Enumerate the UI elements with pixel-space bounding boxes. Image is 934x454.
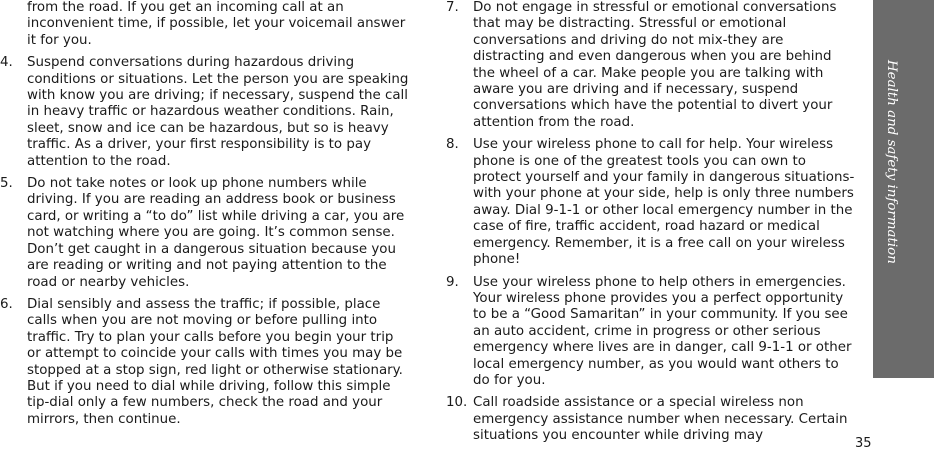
list-item-5	[0, 176, 410, 291]
list-item-10	[446, 395, 856, 444]
list-text: Dial sensibly and assess the traffic; if possible, place calls when you are not moving or before pulling into traffic. Try to plan your calls before you begin your trip or attempt to coincide your calls with times you may be stopped at a stop sign, red light or otherwise stationary. But if you need to dial while driving, follow this simple tip-dial only a few numbers, check the road and your mirrors, then continue.	[27, 296, 403, 427]
list-number: 8.	[446, 137, 459, 153]
section-side-tab	[873, 0, 934, 378]
list-text: Use your wireless phone to call for help. Your wireless phone is one of the greatest tools you can own to protect yourself and your family in dangerous situations-with your phone at your side, help is only three numbers away. Dial 9-1-1 or other local emergency number in the case of fire, traffic accident, road hazard or medical emergency. Remember, it is a free call on your wireless phone!	[473, 137, 855, 268]
list-number: 4.	[0, 55, 13, 71]
list-item-7	[446, 0, 856, 131]
list-number: 6.	[0, 296, 13, 312]
right-column	[446, 0, 856, 451]
list-number: 7.	[446, 0, 459, 15]
list-text: Use your wireless phone to help others in emergencies. Your wireless phone provides you a perfect opportunity to be a “Good Samaritan” in your community. If you see an auto accident, crime in progress or other serious emergency where lives are in danger, call 9-1-1 or other local emergency number, as you would want others to do for you.	[473, 274, 852, 388]
list-item-4	[0, 55, 410, 170]
list-text: Do not engage in stressful or emotional conversations that may be distracting. Stressful or emotional conversations and driving do not mix-they are distracting and even dangerous when you are behind the wheel of a car. Make people you are talking with aware you are driving and if necessary, suspend conversations which have the potential to divert your attention from the road.	[473, 0, 837, 130]
list-item-6	[0, 297, 410, 428]
list-number: 10.	[446, 395, 468, 411]
section-side-tab-label: Health and safety information	[884, 60, 899, 264]
list-number: 9.	[446, 274, 459, 290]
left-column	[0, 0, 410, 434]
list-text: Suspend conversations during hazardous driving conditions or situations. Let the person you are speaking with know you are driving; if necessary, suspend the call in heavy traffic or hazardous weather conditions. Rain, sleet, snow and ice can be hazardous, but so is heavy traffic. As a driver, your first responsibility is to pay attention to the road.	[27, 55, 409, 169]
list-item-8	[446, 137, 856, 268]
list-number: 5.	[0, 176, 13, 192]
list-text: Do not take notes or look up phone numbers while driving. If you are reading an address book or business card, or writing a “to do” list while driving a car, you are not watching where you are going. It’s common sense. Don’t get caught in a dangerous situation because you are reading or writing and not paying attention to the road or nearby vehicles.	[27, 176, 405, 290]
page-number: 35	[855, 436, 872, 451]
continuation-paragraph: from the road. If you get an incoming call at an inconvenient time, if possible, let your voicemail answer it for you.	[27, 0, 406, 48]
list-item-9	[446, 275, 856, 390]
list-text: Call roadside assistance or a special wireless non emergency assistance number when necessary. Certain situations you encounter while driving may	[473, 395, 848, 444]
